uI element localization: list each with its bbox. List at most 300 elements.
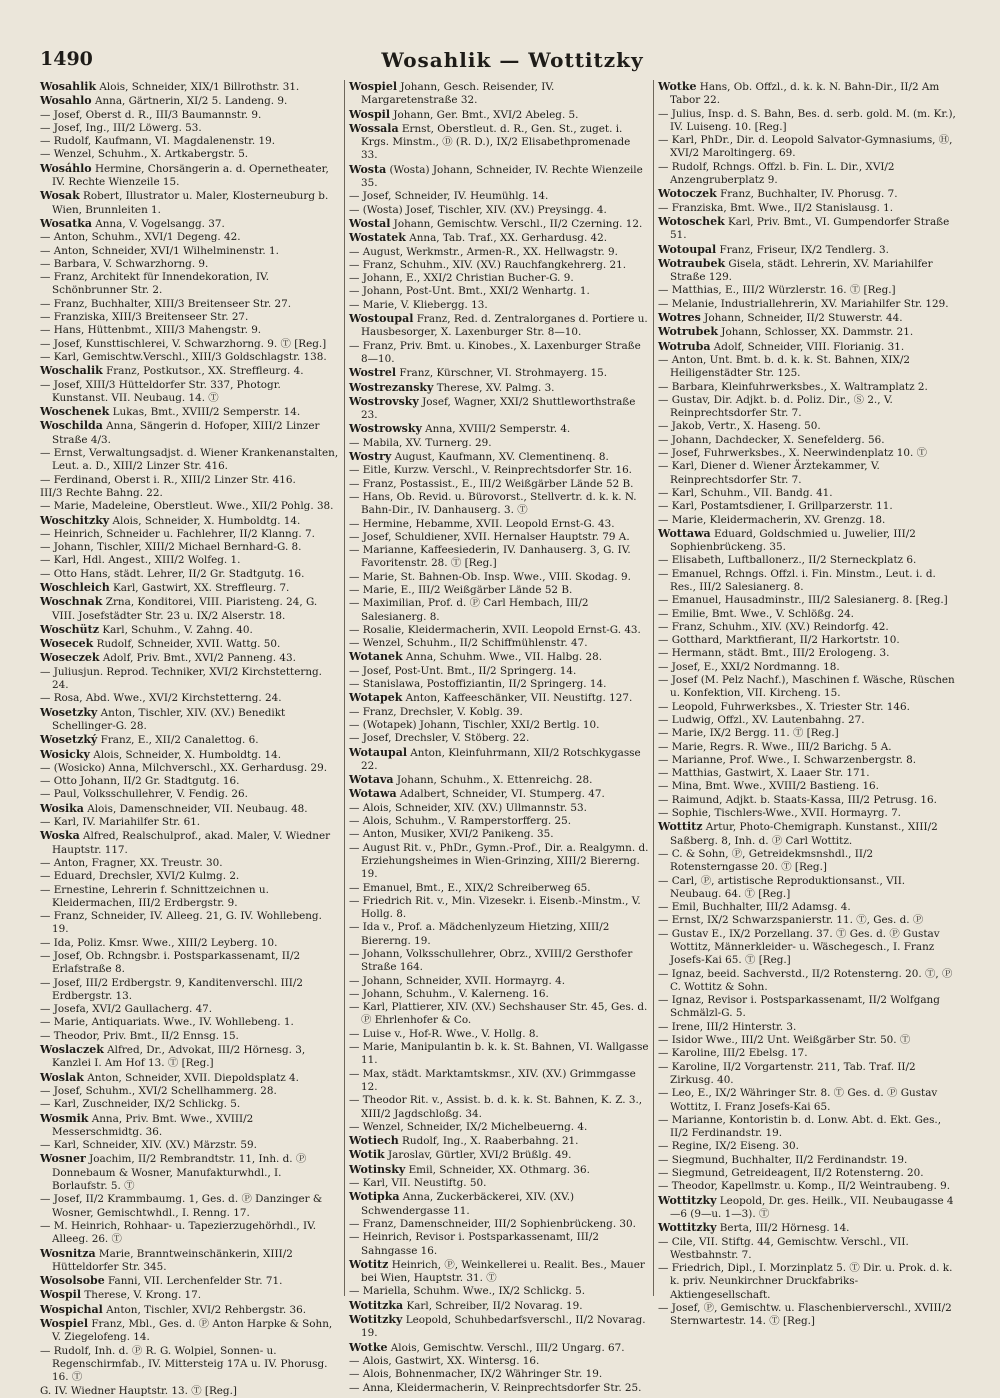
- directory-entry: [658, 284, 958, 297]
- directory-entry: [658, 134, 958, 161]
- entry-text: — Marie, Antiquariats. Wwe., IV. Wohllebeng. 1.: [40, 1016, 294, 1029]
- surname: Wotres: [658, 311, 701, 325]
- directory-entry: [658, 994, 958, 1021]
- surname: Wotipka: [349, 1190, 400, 1204]
- directory-entry: [40, 405, 340, 419]
- entry-text: — Rosalie, Kleidermacherin, XVII. Leopold Ernst-G. 43.: [349, 623, 641, 636]
- directory-entry: [40, 1385, 340, 1398]
- surname: Wottawa: [658, 526, 711, 540]
- surname: Wotoupal: [658, 242, 717, 256]
- surname: Woska: [40, 829, 80, 843]
- directory-entry: [40, 1193, 340, 1220]
- directory-entry: [40, 788, 340, 801]
- directory-entry: [658, 202, 958, 215]
- entry-text: — Wenzel, Schuhm., II/2 Schiffmühlenstr. 47.: [349, 637, 588, 650]
- directory-entry: [658, 1180, 958, 1193]
- directory-entry: [658, 554, 958, 567]
- entry-text: — Josef, Oberst d. R., III/3 Baumannstr. 9.: [40, 108, 262, 121]
- directory-entry: [349, 1190, 649, 1218]
- directory-entry: [40, 231, 340, 244]
- directory-entry: [40, 977, 340, 1004]
- entry-text: — Franziska, XIII/3 Breitenseer Str. 27.: [40, 311, 249, 324]
- directory-entry: [349, 828, 649, 841]
- directory-entry: [40, 379, 340, 406]
- surname: Wospil: [349, 107, 391, 121]
- directory-entry: [349, 1094, 649, 1121]
- entry-text: — Leo, E., IX/2 Währinger Str. 8. Ⓣ Ges. d. Ⓟ Gustav Wottitz, I. Franz Josefs-Kai 65.: [658, 1087, 938, 1113]
- directory-entry: [349, 122, 649, 163]
- entry-text: Franz, Friseur, IX/2 Tendlerg. 3.: [716, 243, 889, 256]
- directory-entry: [349, 450, 649, 464]
- entry-text: Josef, Wagner, XXI/2 Shuttleworthstraße 23.: [361, 395, 636, 422]
- entry-text: — Eitle, Kurzw. Verschl., V. Reinprechtsdorfer Str. 16.: [349, 464, 632, 477]
- directory-entry: [349, 650, 649, 664]
- page-header: [40, 48, 985, 78]
- surname: Wottitz: [658, 820, 703, 834]
- directory-entry: [40, 937, 340, 950]
- directory-entry: [40, 311, 340, 324]
- surname: Wosetzký: [40, 733, 98, 747]
- surname: Wossala: [349, 121, 399, 135]
- directory-entry: [40, 748, 340, 762]
- directory-entry: [349, 272, 649, 285]
- directory-entry: [658, 243, 958, 257]
- entry-text: — Barbara, Kleinfuhrwerksbes., X. Waltramplatz 2.: [658, 380, 928, 393]
- entry-text: — Josef, Schneider, IV. Heumühlg. 14.: [349, 190, 549, 203]
- entry-text: — Emil, Buchhalter, III/2 Adamsg. 4.: [658, 901, 851, 914]
- entry-text: — Hermine, Hebamme, XVII. Leopold Ernst-G. 43.: [349, 517, 615, 530]
- directory-entry: [658, 527, 958, 555]
- entry-text: — Barbara, V. Schwarzhorng. 9.: [40, 257, 209, 270]
- directory-entry: [349, 231, 649, 245]
- entry-text: — Franz, Drechsler, V. Koblg. 39.: [349, 705, 523, 718]
- entry-text: Johann, Ger. Bmt., XVI/2 Abeleg. 5.: [390, 108, 579, 121]
- directory-entry: [349, 1163, 649, 1177]
- entry-text: — C. & Sohn, Ⓟ, Getreidekmsnshdl., II/2 Rotensterngasse 20. Ⓣ [Reg.]: [658, 847, 874, 874]
- entry-text: — Theodor, Priv. Bmt., II/2 Ennsg. 15.: [40, 1029, 239, 1042]
- surname: Wosáhlo: [40, 161, 92, 175]
- directory-entry: [40, 94, 340, 108]
- entry-text: — Emanuel, Rchngs. Offzl. i. Fin. Minstm., Leut. i. d. Res., III/2 Salesianerg. 8.: [658, 567, 936, 593]
- entry-text: — Paul, Volksschullehrer, V. Fendig. 26.: [40, 788, 248, 801]
- entry-text: Johann, Schuhm., X. Ettenreichg. 28.: [393, 774, 593, 787]
- directory-entry: [40, 775, 340, 788]
- surname: Wosak: [40, 189, 80, 203]
- entry-text: Anton, Tischler, XVI/2 Rehbergstr. 36.: [102, 1303, 307, 1316]
- entry-text: — Marie, Regrs. R. Wwe., III/2 Barichg. 5 A.: [658, 740, 892, 753]
- directory-entry: [40, 109, 340, 122]
- surname: Woslak: [40, 1070, 84, 1084]
- column-1: [40, 80, 340, 1397]
- entry-text: — Emanuel, Bmt., E., XIX/2 Schreiberweg 65.: [349, 881, 591, 894]
- directory-entry: [349, 422, 649, 436]
- entry-text: — Marie, E., III/2 Weißgärber Lände 52 B.: [349, 583, 573, 596]
- entry-text: — Karoline, II/2 Vorgartenstr. 211, Tab. Traf. II/2 Zirkusg. 40.: [658, 1060, 916, 1086]
- entry-text: — Heinrich, Schneider u. Fachlehrer, II/2 Klanng. 7.: [40, 527, 315, 540]
- directory-entry: [40, 514, 340, 528]
- entry-text: Ernst, Oberstleut. d. R., Gen. St., zuget. i. Krgs. Minstm., Ⓓ (R. D.), IX/2 Elisabethpromenade 33.: [361, 122, 631, 162]
- entry-text: Emil, Schneider, XX. Othmarg. 36.: [405, 1163, 590, 1176]
- entry-text: Alois, Schneider, X. Humboldtg. 14.: [89, 748, 282, 761]
- entry-text: — Alois, Schuhm., V. Ramperstorfferg. 25.: [349, 815, 571, 828]
- directory-entry: [349, 1134, 649, 1148]
- entry-text: Alfred, Dr., Advokat, III/2 Hörnesg. 3, Kanzlei I. Am Hof 13. Ⓣ [Reg.]: [52, 1044, 306, 1070]
- directory-entry: [40, 1220, 340, 1247]
- entry-text: Alois, Schneider, X. Humboldtg. 14.: [109, 514, 301, 527]
- directory-entry: [40, 1152, 340, 1193]
- directory-entry: [658, 257, 958, 285]
- entry-text: — Karoline, III/2 Ebelsg. 17.: [658, 1047, 808, 1060]
- entry-text: — Marianne, Kontoristin b. d. Lonw. Abt. d. Ekt. Ges., II/2 Ferdinandstr. 19.: [658, 1113, 942, 1140]
- surname: Wotiech: [349, 1134, 399, 1148]
- entry-text: August, Kaufmann, XV. Clementinenq. 8.: [391, 451, 609, 464]
- entry-text: — Rudolf, Rchngs. Offzl. b. Fin. L. Dir., XVI/2 Anzengruberplatz 9.: [658, 160, 895, 187]
- entry-text: Anna, V. Vogelsangg. 37.: [91, 217, 225, 230]
- entry-text: — Franz, Damenschneider, III/2 Sophienbrückeng. 30.: [349, 1217, 636, 1230]
- entry-text: — Marie, V. Kliebergg. 13.: [349, 298, 488, 311]
- entry-text: — Franz, Schuhm., XIV. (XV.) Rauchfangkehrerg. 21.: [349, 258, 627, 271]
- directory-entry: [40, 706, 340, 734]
- directory-entry: [349, 815, 649, 828]
- entry-text: — Franz, Buchhalter, XIII/3 Breitenseer Str. 27.: [40, 297, 292, 310]
- entry-text: — Josef, Schuldiener, XVII. Hernalser Hauptstr. 79 A.: [349, 530, 630, 543]
- directory-entry: [40, 870, 340, 883]
- directory-entry: [658, 568, 958, 595]
- directory-entry: [40, 364, 340, 378]
- surname: Wotitz: [349, 1257, 389, 1271]
- directory-entry: [658, 901, 958, 914]
- directory-entry: [349, 312, 649, 340]
- directory-entry: [349, 1148, 649, 1162]
- entry-text: — Franz, Architekt für Innendekoration, IV. Schönbrunner Str. 2.: [40, 271, 270, 297]
- entry-text: — Ignaz, beeid. Sachverstd., II/2 Rotensterng. 20. Ⓣ, Ⓟ C. Wottitz & Sohn.: [658, 967, 953, 993]
- directory-entry: [40, 245, 340, 258]
- entry-text: Anna, Schuhm. Wwe., VII. Halbg. 28.: [402, 651, 603, 664]
- entry-text: Adolf, Schneider, VIII. Florianig. 31.: [710, 340, 905, 353]
- surname: Wospichal: [40, 1302, 103, 1316]
- surname: Wostatek: [349, 231, 406, 245]
- entry-text: — Josef, Fuhrwerksbes., X. Neerwindenplatz 10. Ⓣ: [658, 447, 928, 460]
- directory-entry: [40, 528, 340, 541]
- surname: Woschleich: [40, 580, 110, 594]
- entry-text: Anna, XVIII/2 Semperstr. 4.: [421, 423, 571, 436]
- directory-entry: [40, 1016, 340, 1029]
- surname: Wotruba: [658, 339, 711, 353]
- directory-entry: [658, 340, 958, 354]
- directory-entry: [349, 787, 649, 801]
- surname: Woseczek: [40, 651, 100, 665]
- surname: Wotawa: [349, 787, 397, 801]
- entry-text: Franz, Mbl., Ges. d. Ⓟ Anton Harpke & Sohn, V. Ziegelofeng. 14.: [52, 1318, 333, 1344]
- entry-text: — Theodor, Kapellmstr. u. Komp., II/2 Weintraubeng. 9.: [658, 1180, 951, 1193]
- entry-text: — Alois, Gastwirt, XX. Wintersg. 16.: [349, 1354, 540, 1367]
- directory-entry: [658, 621, 958, 634]
- directory-entry: [349, 299, 649, 312]
- directory-entry: [40, 884, 340, 911]
- surname: Wostrezansky: [349, 380, 434, 394]
- directory-entry: [40, 829, 340, 857]
- directory-entry: [349, 895, 649, 922]
- directory-entry: [658, 727, 958, 740]
- surname: Wosmik: [40, 1111, 89, 1125]
- directory-entry: [40, 1030, 340, 1043]
- directory-entry: [658, 848, 958, 875]
- entry-text: — Franziska, Bmt. Wwe., II/2 Stanislausg. 1.: [658, 201, 894, 214]
- directory-entry: [40, 950, 340, 977]
- entry-text: — Maximilian, Prof. d. Ⓟ Carl Hembach, III/2 Salesianerg. 8.: [349, 597, 589, 623]
- directory-entry: [40, 338, 340, 351]
- directory-entry: [40, 351, 340, 364]
- surname: Wosetzky: [40, 705, 98, 719]
- entry-text: — Wenzel, Schuhm., X. Artkabergstr. 5.: [40, 148, 249, 161]
- directory-entry: [40, 258, 340, 271]
- directory-entry: [40, 1345, 340, 1385]
- entry-text: — Marie, Kleidermacherin, XV. Grenzg. 18.: [658, 513, 886, 526]
- directory-entry: [349, 1258, 649, 1286]
- directory-entry: [658, 354, 958, 381]
- directory-entry: [658, 741, 958, 754]
- directory-entry: [658, 394, 958, 421]
- directory-entry: [658, 1194, 958, 1222]
- surname: Wosicky: [40, 747, 90, 761]
- entry-text: — Josef, Post-Unt. Bmt., II/2 Springerg. 14.: [349, 664, 577, 677]
- directory-entry: [349, 1218, 649, 1231]
- directory-entry: [40, 623, 340, 637]
- directory-entry: [40, 500, 340, 513]
- surname: Wottitzky: [658, 1193, 717, 1207]
- entry-text: — Gustav E., IX/2 Porzellang. 37. Ⓣ Ges. d. Ⓟ Gustav Wottitz, Männerkleider- u. Wäschegesch., I. Franz Josefs-Kai 65. Ⓣ [Reg.]: [658, 927, 940, 967]
- entry-text: — Ernestine, Lehrerin f. Schnittzeichnen u. Kleidermachen, III/2 Erdbergstr. 9.: [40, 883, 269, 909]
- directory-entry: [349, 1068, 649, 1095]
- directory-entry: [658, 1021, 958, 1034]
- directory-entry: [40, 692, 340, 705]
- entry-text: — Otto Hans, städt. Lehrer, II/2 Gr. Stadtgutg. 16.: [40, 567, 305, 580]
- directory-entry: [349, 746, 649, 774]
- directory-entry: [40, 1043, 340, 1071]
- directory-entry: [658, 500, 958, 513]
- directory-entry: [349, 948, 649, 975]
- entry-text: — Emilie, Bmt. Wwe., V. Schlößg. 24.: [658, 607, 854, 620]
- surname: Woschalik: [40, 364, 103, 378]
- surname: Wotik: [349, 1148, 385, 1162]
- surname: Wotava: [349, 773, 394, 787]
- directory-entry: [349, 921, 649, 948]
- directory-entry: [658, 875, 958, 902]
- entry-text: — Franz, Postassist., E., III/2 Weißgärber Lände 52 B.: [349, 477, 634, 490]
- entry-text: Franz, Buchhalter, IV. Phorusg. 7.: [716, 188, 898, 201]
- entry-text: Joachim, II/2 Rembrandtstr. 11, Inh. d. Ⓟ Donnebaum & Wosner, Manufakturwhdl., I. Borlaufstr. 5. Ⓣ: [52, 1153, 307, 1193]
- directory-entry: [658, 447, 958, 460]
- directory-entry: [658, 1140, 958, 1153]
- entry-text: Alois, Damenschneider, VII. Neubaug. 48.: [83, 802, 308, 815]
- entry-text: Karl, Schuhm., V. Zahng. 40.: [99, 623, 253, 636]
- directory-entry: [658, 325, 958, 339]
- entry-text: — Johann, Tischler, XIII/2 Michael Bernhard-G. 8.: [40, 541, 302, 554]
- entry-text: — Siegmund, Getreideagent, II/2 Rotensterng. 20.: [658, 1167, 924, 1180]
- entry-text: Rudolf, Schneider, XVII. Wattg. 50.: [93, 638, 281, 651]
- entry-text: — Karl, Schneider, XIV. (XV.) Märzstr. 59.: [40, 1139, 257, 1152]
- entry-text: — Josef, Ⓟ, Gemischtw. u. Flaschenbierverschl., XVIII/2 Sternwartestr. 14. Ⓣ [Reg.]: [658, 1302, 952, 1328]
- directory-entry: [349, 204, 649, 217]
- surname: Wosahlik: [40, 80, 97, 93]
- directory-entry: [349, 584, 649, 597]
- entry-text: — Ferdinand, Oberst i. R., XIII/2 Linzer Str. 416.: [40, 473, 296, 486]
- entry-text: — Marie, IX/2 Bergg. 11. Ⓣ [Reg.]: [658, 727, 839, 740]
- directory-entry: [40, 651, 340, 665]
- surname: Wotoschek: [658, 214, 725, 228]
- entry-text: — Luise v., Hof-R. Wwe., V. Hollg. 8.: [349, 1027, 539, 1040]
- entry-text: Leopold, Dr. ges. Heilk., VII. Neubaugasse 4—6 (9—u. 1—3). Ⓣ: [670, 1194, 954, 1220]
- directory-entry: [658, 434, 958, 447]
- surname: Wotitzky: [349, 1313, 403, 1327]
- entry-text: — Raimund, Adjkt. b. Staats-Kassa, III/2 Petrusg. 16.: [658, 793, 937, 806]
- entry-text: — Friedrich, Dipl., I. Morzinplatz 5. Ⓣ Dir. u. Prok. d. k. k. priv. Neunkirchner Druckfabriks-Aktiengesellschaft.: [658, 1262, 953, 1301]
- entry-text: Gisela, städt. Lehrerin, XV. Mariahilfer Straße 129.: [670, 257, 933, 284]
- entry-text: Alois, Schneider, XIX/1 Billrothstr. 31.: [96, 81, 300, 93]
- directory-entry: [40, 1303, 340, 1317]
- entry-text: Anton, Kleinfuhrmann, XII/2 Rotschkygasse 22.: [361, 746, 641, 772]
- directory-entry: [40, 1247, 340, 1275]
- entry-text: Adalbert, Schneider, VI. Stumperg. 47.: [396, 788, 605, 801]
- entry-text: — Rosa, Abd. Wwe., XVI/2 Kirchstetterng. 24.: [40, 692, 282, 705]
- surname: Wostrowsky: [349, 422, 422, 436]
- directory-entry: [658, 661, 958, 674]
- entry-text: — Rudolf, Inh. d. Ⓟ R. G. Wolpiel, Sonnen- u. Regenschirmfab., IV. Mittersteig 17A u. IV. Phorusg. 16. Ⓣ: [40, 1344, 328, 1384]
- entry-text: — Sophie, Tischlers-Wwe., XVII. Hormayrg. 7.: [658, 807, 901, 820]
- entry-text: — Josefa, XVI/2 Gaullacherg. 47.: [40, 1003, 213, 1016]
- directory-entry: [658, 754, 958, 767]
- entry-text: Zrna, Konditorei, VIII. Piaristeng. 24, G. VIII. Josefstädter Str. 23 u. IX/2 Alserstr. 18.: [52, 596, 318, 622]
- entry-text: — Franz, Priv. Bmt. u. Kinobes., X. Laxenburger Straße 8—10.: [349, 339, 641, 365]
- entry-text: Franz, E., XII/2 Canalettog. 6.: [97, 734, 259, 747]
- entry-text: Karl, Gastwirt, XX. Streffleurg. 7.: [109, 581, 290, 594]
- directory-entry: [349, 366, 649, 380]
- directory-entry: [658, 1114, 958, 1141]
- entry-text: — (Wotapek) Johann, Tischler, XXI/2 Bertlg. 10.: [349, 718, 600, 731]
- surname: Wotanek: [349, 650, 403, 664]
- entry-text: — Ignaz, Revisor i. Postsparkassenamt, II/2 Wolfgang Schmälzl-G. 5.: [658, 994, 940, 1020]
- directory-entry: [40, 324, 340, 337]
- directory-entry: [349, 464, 649, 477]
- directory-entry: [40, 1098, 340, 1111]
- entry-text: — Max, städt. Marktamtskmsr., XIV. (XV.) Grimmgasse 12.: [349, 1067, 636, 1093]
- directory-entry: [349, 531, 649, 544]
- surname: Wotinsky: [349, 1162, 406, 1176]
- entry-text: — Johann, Dachdecker, X. Senefelderg. 56.: [658, 433, 885, 446]
- surname: Wostry: [349, 450, 392, 464]
- column-3: [658, 80, 958, 1328]
- entry-text: — Stanislawa, Postoffiziantin, II/2 Springerg. 14.: [349, 678, 607, 691]
- directory-entry: [40, 666, 340, 693]
- directory-entry: [349, 1382, 649, 1395]
- entry-text: — Hermann, städt. Bmt., III/2 Erologeng. 3.: [658, 647, 890, 660]
- directory-entry: [658, 701, 958, 714]
- entry-text: Artur, Photo-Chemigraph. Kunstanst., XIII/2 Saßberg. 8, Inh. d. Ⓟ Carl Wottitz.: [670, 821, 938, 847]
- directory-entry: [40, 1288, 340, 1302]
- entry-text: Johann, Gesch. Reisender, IV. Margaretenstraße 32.: [361, 81, 555, 107]
- entry-text: — Karl, Plattierer, XIV. (XV.) Sechshauser Str. 45, Ges. d. Ⓟ Ehrlenhofer & Co.: [349, 1001, 648, 1027]
- directory-entry: [658, 780, 958, 793]
- entry-text: — Otto Johann, II/2 Gr. Stadtgutg. 16.: [40, 775, 240, 788]
- directory-entry: [658, 460, 958, 487]
- directory-entry: [658, 80, 958, 108]
- directory-entry: [658, 674, 958, 701]
- column-divider: [653, 80, 654, 1296]
- directory-entry: [349, 665, 649, 678]
- directory-entry: [349, 637, 649, 650]
- entry-text: Franz, Red. d. Zentralorganes d. Portiere u. Hausbesorger, X. Laxenburger Str. 8—10.: [361, 313, 648, 339]
- entry-text: — Josef, III/2 Erdbergstr. 9, Kanditenverschl. III/2 Erdbergstr. 13.: [40, 976, 304, 1002]
- directory-entry: [40, 474, 340, 487]
- entry-text: — August Rit. v., PhDr., Gymn.-Prof., Dir. a. Realgymn. d. Erziehungsheimes in Wien-Grinzing, XIII/2 Biererng. 19.: [349, 841, 649, 881]
- entry-text: III/3 Rechte Bahng. 22.: [40, 486, 163, 499]
- directory-entry: [40, 857, 340, 870]
- entry-text: — Ida v., Prof. a. Mädchenlyzeum Hietzing, XIII/2 Biererng. 19.: [349, 921, 610, 947]
- surname: Wostrovsky: [349, 394, 419, 408]
- directory-entry: [658, 1262, 958, 1302]
- entry-text: — Josef, Kunsttischlerei, V. Schwarzhorng. 9. Ⓣ [Reg.]: [40, 337, 327, 350]
- directory-entry: [658, 1154, 958, 1167]
- directory-entry: [349, 1368, 649, 1381]
- surname: Wotaupal: [349, 745, 407, 759]
- surname: Wostoupal: [349, 312, 414, 326]
- directory-entry: [40, 802, 340, 816]
- surname: Wostrel: [349, 366, 397, 380]
- entry-text: — Josef, Ing., III/2 Löwerg. 53.: [40, 121, 202, 134]
- entry-text: — Isidor Wwe., III/2 Unt. Weißgärber Str. 50. Ⓣ: [658, 1034, 911, 1047]
- directory-entry: [658, 608, 958, 621]
- entry-text: — Juliusjun. Reprod. Techniker, XVI/2 Kirchstetterng. 24.: [40, 665, 322, 692]
- entry-text: Leopold, Schuhbedarfsverschl., II/2 Novarag. 19.: [361, 1314, 646, 1340]
- entry-text: Anna, Zuckerbäckerei, XIV. (XV.) Schwendergasse 11.: [361, 1191, 575, 1217]
- entry-text: — Friedrich Rit. v., Min. Vizesekr. i. Eisenb.-Minstm., V. Hollg. 8.: [349, 894, 641, 921]
- surname: Woschilda: [40, 419, 103, 433]
- entry-text: Johann, Gemischtw. Verschl., II/2 Czerning. 12.: [390, 217, 643, 230]
- directory-entry: [349, 285, 649, 298]
- entry-text: Jaroslav, Gürtler, XVI/2 Brüßlg. 49.: [384, 1149, 572, 1162]
- surname: Wospiel: [40, 1317, 89, 1331]
- entry-text: Alois, Gemischtw. Verschl., III/2 Ungarg. 67.: [387, 1341, 625, 1354]
- directory-entry: [349, 491, 649, 518]
- entry-text: Alfred, Realschulprof., akad. Maler, V. Wiedner Hauptstr. 117.: [52, 830, 331, 856]
- directory-entry: [40, 122, 340, 135]
- surname: Woschütz: [40, 622, 100, 636]
- directory-entry: [40, 1139, 340, 1152]
- entry-text: — Alois, Schneider, XIV. (XV.) Ullmannstr. 53.: [349, 801, 587, 814]
- directory-entry: [40, 447, 340, 474]
- entry-text: Anton, Kaffeeschänker, VII. Neustiftg. 127.: [402, 692, 633, 705]
- entry-text: Hermine, Chorsängerin a. d. Opernetheater, IV. Rechte Wienzeile 15.: [52, 162, 329, 189]
- entry-text: — Mina, Bmt. Wwe., XVIII/2 Bastieng. 16.: [658, 780, 879, 793]
- entry-text: — Mariella, Schuhm. Wwe., IX/2 Schlickg. 5.: [349, 1285, 585, 1298]
- surname: Wosika: [40, 801, 84, 815]
- running-head: Wosahlik — Wottitzky: [381, 48, 644, 72]
- directory-entry: [349, 691, 649, 705]
- directory-entry: [658, 634, 958, 647]
- entry-text: — Gotthard, Marktfierant, II/2 Harkortstr. 10.: [658, 634, 900, 647]
- entry-text: — M. Heinrich, Rohhaar- u. Tapezierzugehörhdl., IV. Alleeg. 26. Ⓣ: [40, 1219, 317, 1246]
- directory-entry: [349, 842, 649, 882]
- directory-entry: [349, 802, 649, 815]
- entry-text: Hans, Ob. Offzl., d. k. k. N. Bahn-Dir., II/2 Am Tabor 22.: [670, 81, 940, 107]
- directory-entry: [349, 544, 649, 571]
- entry-text: Franz, Kürschner, VI. Strohmayerg. 15.: [396, 367, 608, 380]
- directory-entry: [658, 1221, 958, 1235]
- entry-text: — Josef, II/2 Krammbaumg. 1, Ges. d. Ⓟ Danzinger & Wosner, Gemischtwhdl., I. Renng. 17.: [40, 1193, 323, 1219]
- directory-entry: [40, 298, 340, 311]
- entry-text: — Emanuel, Hausadminstr., III/2 Salesianerg. 8. [Reg.]: [658, 594, 948, 607]
- page-number: 1490: [40, 48, 93, 70]
